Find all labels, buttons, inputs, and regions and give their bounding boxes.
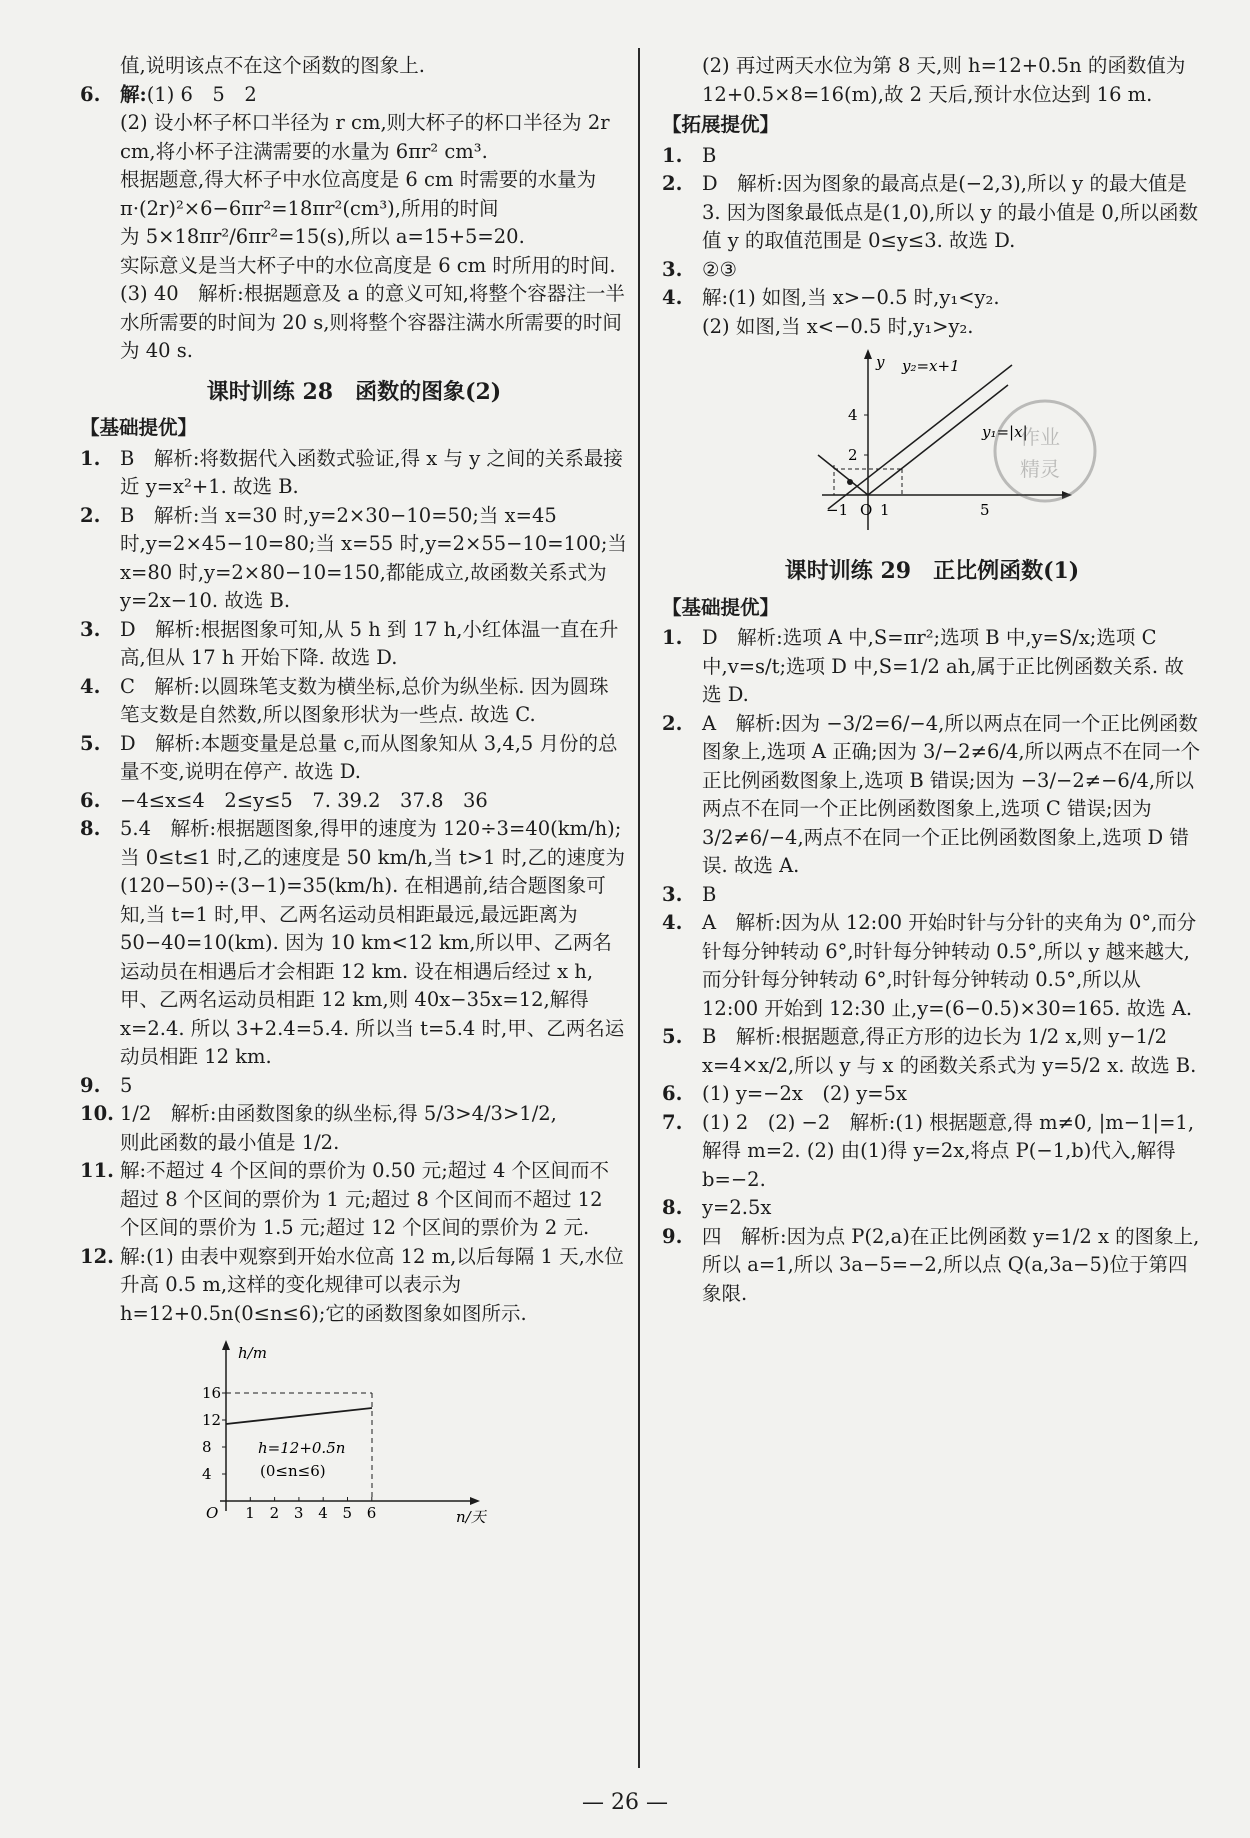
x-axis-label: n/天: [456, 1508, 486, 1526]
x-tick-label: 1: [880, 501, 890, 519]
text-line: 根据题意,得大杯子中水位高度是 6 cm 时需要的水量为 π·(2r)²×6−6πr²=18πr²(cm³),所用的时间: [120, 168, 597, 220]
text-line: 则此函数的最小值是 1/2.: [120, 1130, 340, 1154]
stamp-text-bottom: 精灵: [1020, 457, 1060, 481]
answer-item: 9. 四 解析:因为点 P(2,a)在正比例函数 y=1/2 x 的图象上,所以 a=1,所以 3a−5=−2,所以点 Q(a,3a−5)位于第四象限.: [662, 1224, 1200, 1305]
answer-item: 4. A 解析:因为从 12:00 开始时针与分针的夹角为 0°,而分针每分钟转动 6°,时针每分钟转动 0.5°,所以 y 越来越大,而分针每分钟转动 6°,时针每分钟转动 0.5°,所以从 12:00 开始到 12:30 止,y=(6−0.5)×30=165. 故选 A.: [662, 911, 1197, 1020]
text-line: 值,说明该点不在这个函数的图象上.: [120, 54, 425, 77]
y-axis-label: h/m: [238, 1344, 267, 1362]
formula-label: h=12+0.5n: [258, 1439, 346, 1457]
text-line: 实际意义是当大杯子中的水位高度是 6 cm 时所用的时间.: [120, 253, 616, 277]
answer-item: 11. 解:不超过 4 个区间的票价为 0.50 元;超过 4 个区间而不超过 8 个区间的票价为 1 元;超过 8 个区间而不超过 12 个区间的票价为 1.5 元;超过 12 个区间的票价为 2 元.: [80, 1159, 610, 1239]
origin-label: O: [206, 1504, 219, 1522]
x-tick-label: −1: [826, 501, 849, 519]
answer-item: 6. −4≤x≤4 2≤y≤5 7. 39.2 37.8 36: [80, 788, 488, 812]
text-line: (3) 40 解析:根据题意及 a 的意义可知,将整个容器注一半水所需要的时间为 20 s,则将整个容器注满水所需要的时间为 40 s.: [120, 282, 625, 362]
section-title-28: 课时训练 28 函数的图象(2): [206, 378, 502, 405]
answer-item: 4. C 解析:以圆珠笔支数为横坐标,总价为纵坐标. 因为圆珠笔支数是自然数,所以图象形状为一些点. 故选 C.: [80, 674, 609, 726]
y-axis-arrow: [222, 1340, 230, 1350]
section-tag-basic: 【基础提优】: [80, 416, 198, 439]
y-tick-label: 8: [202, 1438, 212, 1456]
answer-item: 4. 解:(1) 如图,当 x>−0.5 时,y₁<y₂.: [662, 286, 1000, 309]
y-axis-label: y: [876, 353, 885, 371]
y2-label: y₂=x+1: [902, 357, 960, 375]
y-tick-label: 12: [202, 1411, 222, 1429]
text-line: (2) 如图,当 x<−0.5 时,y₁>y₂.: [702, 314, 974, 338]
answer-item: 9. 5: [80, 1073, 133, 1097]
x-axis-arrow: [470, 1497, 480, 1505]
answer-item: 8. 5.4 解析:根据题图象,得甲的速度为 120÷3=40(km/h);当 0≤t≤1 时,乙的速度是 50 km/h,当 t>1 时,乙的速度为(120−50)÷(3−1)=35(km/h). 在相遇前,结合题图象可知,当 t=1 时,甲、乙两名运动员相距最远,最远距离为 50−40=10(km). 因为 10 km<12 km,所以甲、乙两名运动员在相遇后才会相距 12 km. 设在相遇后经过 x h,甲、乙两名运动员相距 12 km,则 40x−35x=12,解得 x=2.4. 所以 3+2.4=5.4. 所以当 t=5.4 时,甲、乙两名运动员相距 12 km.: [80, 817, 625, 1068]
answer-item: 5. D 解析:本题变量是总量 c,而从图象知从 3,4,5 月份的总量不变,说明在停产. 故选 D.: [80, 731, 618, 783]
x-tick-label: 5: [980, 501, 990, 519]
column-divider: [638, 48, 640, 1768]
answer-item: 1. B 解析:将数据代入函数式验证,得 x 与 y 之间的关系最接近 y=x²+1. 故选 B.: [80, 446, 623, 498]
x-tick-label: 6: [366, 1504, 377, 1522]
answer-item: 8. y=2.5x: [662, 1196, 772, 1219]
y1-label: y₁=|x|: [982, 423, 1028, 441]
answer-item: 2. D 解析:因为图象的最高点是(−2,3),所以 y 的最大值是 3. 因为图象最低点是(1,0),所以 y 的最小值是 0,所以函数值 y 的取值范围是 0≤y≤3. 故选 D.: [662, 172, 1198, 252]
text-line: (2) 设小杯子杯口半径为 r cm,则大杯子的杯口半径为 2r cm,将小杯子注满需要的水量为 6πr² cm³.: [120, 111, 610, 163]
water-level-graph: [200, 1336, 500, 1526]
answer-item: 1. B: [662, 143, 717, 167]
section-tag-extend: 【拓展提优】: [662, 113, 780, 136]
answer-item: 1. D 解析:选项 A 中,S=πr²;选项 B 中,y=S/x;选项 C 中,v=s/t;选项 D 中,S=1/2 ah,属于正比例函数关系. 故选 D.: [662, 626, 1184, 706]
answer-item: 2. A 解析:因为 −3/2=6/−4,所以两点在同一个正比例函数图象上,选项 A 正确;因为 3/−2≠6/4,所以两点不在同一个正比例函数图象上,选项 B 错误;因为 −3/−2≠−6/4,所以两点不在同一个正比例函数图象上,选项 C 错误;因为 3/2≠6/−4,两点不在同一个正比例函数图象上,选项 D 错误. 故选 A.: [662, 711, 1201, 877]
answer-item: 12. 解:(1) 由表中观察到开始水位高 12 m,以后每隔 1 天,水位升高 0.5 m,这样的变化规律可以表示为 h=12+0.5n(0≤n≤6);它的函数图象如图所示.: [80, 1244, 624, 1325]
section-tag-basic-2: 【基础提优】: [662, 595, 780, 619]
answer-item: 2. B 解析:当 x=30 时,y=2×30−10=50;当 x=45 时,y=2×45−10=80;当 x=55 时,y=2×55−10=100;当 x=80 时,y=2×80−10=150,都能成立,故函数关系式为 y=2x−10. 故选 B.: [80, 503, 627, 612]
answer-item: 7. (1) 2 (2) −2 解析:(1) 根据题意,得 m≠0, |m−1|=1, 解得 m=2. (2) 由(1)得 y=2x,将点 P(−1,b)代入,解得 b=−2.: [662, 1110, 1195, 1191]
stamp-text-top: 作业: [1020, 425, 1060, 449]
intersection-point: [847, 479, 853, 485]
answer-item: 3. ②③: [662, 257, 737, 281]
left-column: [80, 52, 628, 1526]
line-y1-left: [818, 455, 868, 495]
answer-item: 3. B: [662, 882, 717, 906]
page-number: — 26 —: [582, 1790, 668, 1815]
x-tick-label: 1: [245, 1504, 255, 1522]
x-tick-label: 3: [293, 1504, 304, 1522]
x-tick-label: 4: [318, 1504, 328, 1522]
function-line: [226, 1408, 372, 1424]
x-tick-label: 2: [269, 1504, 280, 1522]
y-tick-label: 2: [848, 446, 858, 464]
x-tick-label: O: [860, 501, 873, 519]
right-column: [662, 52, 1202, 1308]
answer-item: 5. B 解析:根据题意,得正方形的边长为 1/2 x,则 y−1/2 x=4×x/2,所以 y 与 x 的函数关系式为 y=5/2 x. 故选 B.: [662, 1025, 1197, 1077]
y-tick-label: 4: [848, 406, 858, 424]
y-tick-label: 4: [202, 1465, 212, 1483]
section-title-29: 课时训练 29 正比例函数(1): [784, 558, 1080, 584]
domain-label: (0≤n≤6): [260, 1462, 326, 1480]
answer-item: 3. D 解析:根据图象可知,从 5 h 到 17 h,小红体温一直在升高,但从 17 h 开始下降. 故选 D.: [80, 617, 619, 669]
stamp-watermark: [990, 396, 1100, 506]
answer-6: 6. 解:(1) 6 5 2: [80, 82, 257, 106]
text-line: 为 5×18πr²/6πr²=15(s),所以 a=15+5=20.: [120, 225, 525, 248]
answer-item: 10. 1/2 解析:由函数图象的纵坐标,得 5/3>4/3>1/2,: [80, 1102, 557, 1125]
x-tick-label: 5: [342, 1504, 353, 1522]
y-axis-arrow: [864, 349, 872, 359]
answer-item: 6. (1) y=−2x (2) y=5x: [662, 1082, 907, 1105]
y-tick-label: 16: [202, 1384, 222, 1402]
text-line: (2) 再过两天水位为第 8 天,则 h=12+0.5n 的函数值为 12+0.5×8=16(m),故 2 天后,预计水位达到 16 m.: [702, 54, 1186, 106]
